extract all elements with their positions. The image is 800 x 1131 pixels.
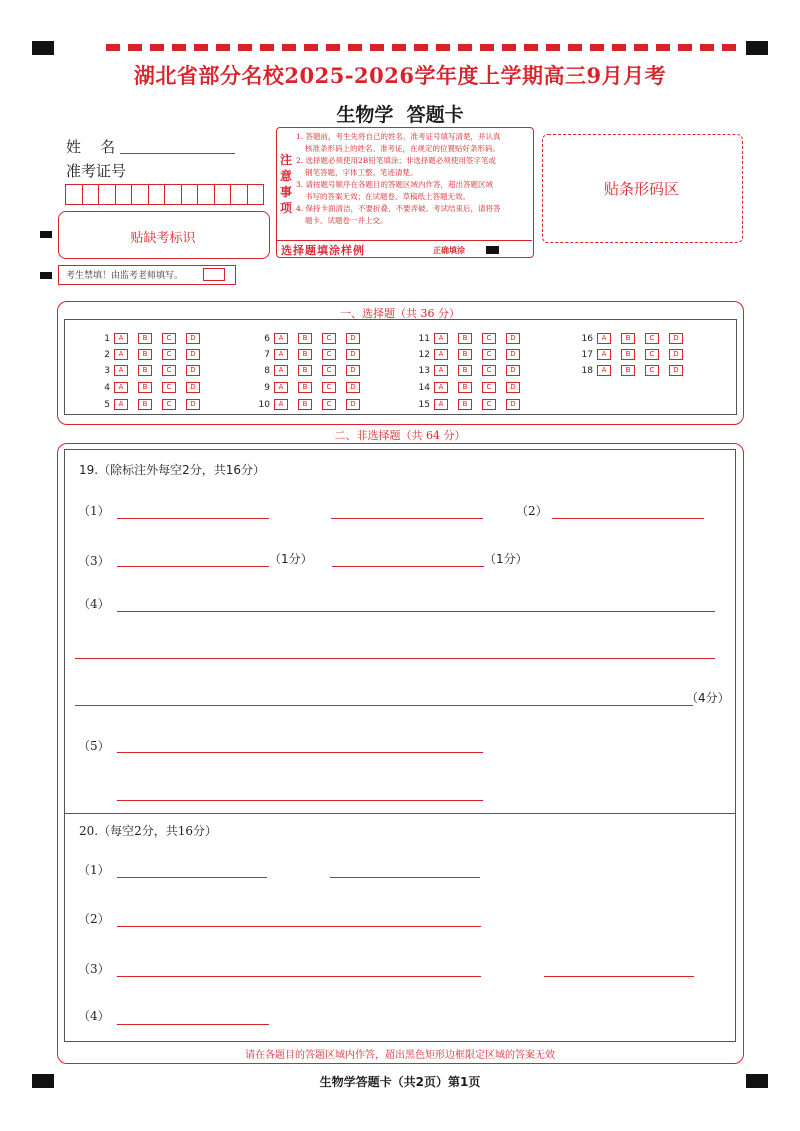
mc-question-row: [92, 377, 210, 393]
exam-id-digit-box[interactable]: [66, 185, 82, 204]
mc-option-bubble[interactable]: C: [645, 349, 659, 360]
mc-option-bubble[interactable]: A: [274, 333, 288, 344]
mc-question-row: [412, 344, 530, 360]
q20-part2-answer[interactable]: [117, 926, 481, 927]
exam-id-digit-box[interactable]: [98, 185, 115, 204]
mc-option-bubble[interactable]: B: [138, 365, 152, 376]
q19-part1-label: （1）: [78, 504, 110, 518]
mc-option-bubble[interactable]: A: [597, 349, 611, 360]
q19-part2-label: （2）: [516, 504, 548, 518]
mc-option-bubble[interactable]: B: [138, 382, 152, 393]
q20-part3-label: （3）: [78, 962, 110, 976]
q20-part2-label: （2）: [78, 912, 110, 926]
mc-option-bubble[interactable]: C: [645, 333, 659, 344]
corner-mark-top-left: [32, 41, 54, 55]
mc-question-row: [575, 360, 693, 376]
proctor-check-box[interactable]: [203, 268, 225, 281]
mc-question-row: [252, 360, 370, 376]
mc-option-bubble[interactable]: C: [482, 349, 496, 360]
mc-question-row: [252, 344, 370, 360]
mc-question-row: [412, 394, 530, 410]
mc-option-bubble[interactable]: D: [506, 399, 520, 410]
mc-option-bubble[interactable]: C: [162, 399, 176, 410]
correct-fill-sample: [486, 246, 499, 254]
mc-option-bubble[interactable]: A: [114, 382, 128, 393]
exam-id-label: 准考证号: [66, 162, 127, 180]
mc-option-bubble[interactable]: D: [186, 382, 200, 393]
mc-option-bubble[interactable]: C: [645, 365, 659, 376]
mc-option-bubble[interactable]: A: [274, 399, 288, 410]
notice-side-title: [279, 152, 293, 216]
notice-side-char: 注: [279, 153, 292, 167]
mc-option-bubble[interactable]: C: [322, 399, 336, 410]
q19-part3-score-a: （1分）: [269, 552, 313, 566]
notice-item: 4. 保持卡面清洁，不要折叠、不要弄破。考试结束后，请将答: [296, 204, 501, 213]
q20-part1-label: （1）: [78, 863, 110, 877]
mc-option-bubble[interactable]: B: [458, 365, 472, 376]
exam-id-digit-box[interactable]: [82, 185, 99, 204]
exam-id-digit-box[interactable]: [131, 185, 148, 204]
q19-part1-answer-b[interactable]: [331, 518, 483, 519]
mc-option-bubble[interactable]: B: [298, 333, 312, 344]
q20-part3-answer-a[interactable]: [117, 976, 481, 977]
exam-id-digit-box[interactable]: [164, 185, 181, 204]
mc-question-number: 5: [104, 399, 110, 410]
mc-option-bubble[interactable]: C: [162, 349, 176, 360]
q19-part5-answer-line2[interactable]: [117, 800, 483, 801]
absent-mark-block: [40, 231, 52, 238]
mc-option-bubble[interactable]: C: [322, 349, 336, 360]
q20-block: [64, 814, 734, 1040]
mc-question-row: [252, 328, 370, 344]
q19-part4-answer-line3[interactable]: [75, 705, 693, 706]
page-footer: 生物学答题卡（共2页）第1页: [319, 1075, 481, 1089]
mc-option-bubble[interactable]: A: [434, 333, 448, 344]
mc-option-bubble[interactable]: A: [434, 349, 448, 360]
sample-label: 选择题填涂样例: [281, 244, 365, 257]
mc-option-bubble[interactable]: B: [138, 399, 152, 410]
mc-question-number: 14: [418, 382, 430, 393]
mc-question-row: [575, 328, 693, 344]
mc-option-bubble[interactable]: A: [114, 399, 128, 410]
q19-part3-answer-a[interactable]: [117, 566, 269, 567]
mc-question-row: [575, 344, 693, 360]
notice-item: 书写的答案无效；在试题卷、草稿纸上答题无效。: [305, 192, 470, 201]
name-input-line[interactable]: [120, 153, 235, 154]
mc-option-bubble[interactable]: C: [162, 333, 176, 344]
mc-question-row: [92, 394, 210, 410]
mc-option-bubble[interactable]: C: [162, 365, 176, 376]
mc-option-bubble[interactable]: D: [669, 333, 683, 344]
mc-option-bubble[interactable]: A: [114, 349, 128, 360]
answer-area-warning: 请在各题目的答题区域内作答，超出黑色矩形边框限定区域的答案无效: [245, 1050, 555, 1061]
mc-option-bubble[interactable]: B: [458, 333, 472, 344]
mc-option-bubble[interactable]: D: [669, 349, 683, 360]
mc-question-number: 4: [104, 382, 110, 393]
notice-divider: [277, 240, 532, 241]
mc-question-number: 1: [104, 333, 110, 344]
mc-question-number: 9: [264, 382, 270, 393]
mc-option-bubble[interactable]: D: [346, 333, 360, 344]
mc-option-bubble[interactable]: A: [597, 333, 611, 344]
mc-question-row: [92, 360, 210, 376]
notice-item: 3. 请按题号顺序在各题目的答题区域内作答，超出答题区域: [296, 180, 494, 189]
mc-question-number: 10: [258, 399, 270, 410]
notice-item: 核准条形码上的姓名、准考证，在规定的位置贴好条形码。: [305, 144, 500, 153]
exam-id-digit-box[interactable]: [247, 185, 264, 204]
mc-option-bubble[interactable]: D: [346, 399, 360, 410]
mc-question-number: 13: [418, 365, 430, 376]
q19-block: [64, 449, 734, 813]
notice-items: [296, 131, 530, 227]
exam-title: 湖北省部分名校2025-2026学年度上学期高三9月月考: [133, 63, 667, 88]
notice-item: 2. 选择题必须使用2B铅笔填涂；非选择题必须使用签字笔或: [296, 156, 496, 165]
mc-question-number: 3: [104, 365, 110, 376]
mc-option-bubble[interactable]: A: [434, 399, 448, 410]
mc-option-bubble[interactable]: A: [597, 365, 611, 376]
q19-part5-label: （5）: [78, 739, 110, 753]
exam-id-digit-box[interactable]: [115, 185, 132, 204]
correct-fill-label: 正确填涂: [433, 246, 465, 255]
section2-title: 二、非选择题（共 64 分）: [334, 429, 466, 442]
q20-part4-answer[interactable]: [117, 1024, 269, 1025]
q19-part3-score-b: （1分）: [484, 552, 528, 566]
mc-question-row: [252, 377, 370, 393]
mc-option-bubble[interactable]: C: [322, 365, 336, 376]
proctor-mark-block: [40, 272, 52, 279]
name-label: 姓 名: [66, 138, 116, 156]
mc-question-number: 12: [418, 349, 430, 360]
exam-id-boxes[interactable]: [65, 184, 264, 205]
top-dashed-bar: [106, 44, 738, 51]
notice-item: 题卡、试题卷一并上交。: [305, 216, 388, 225]
notice-item: 钢笔答题，字体工整、笔迹清楚。: [305, 168, 418, 177]
mc-option-bubble[interactable]: C: [322, 382, 336, 393]
mc-option-bubble[interactable]: B: [138, 333, 152, 344]
mc-option-bubble[interactable]: D: [346, 365, 360, 376]
mc-option-bubble[interactable]: B: [621, 333, 635, 344]
q19-part4-answer-line2[interactable]: [75, 658, 715, 659]
mc-question-row: [412, 328, 530, 344]
mc-question-number: 18: [581, 365, 593, 376]
barcode-label: 贴条形码区: [603, 180, 679, 198]
mc-option-bubble[interactable]: B: [298, 382, 312, 393]
mc-question-number: 7: [264, 349, 270, 360]
q19-part4-label: （4）: [78, 597, 110, 611]
mc-option-bubble[interactable]: B: [458, 399, 472, 410]
q20-title: 20.（每空2分，共16分）: [79, 824, 217, 838]
mc-question-row: [412, 377, 530, 393]
mc-option-bubble[interactable]: B: [458, 382, 472, 393]
mc-option-bubble[interactable]: B: [298, 399, 312, 410]
exam-id-digit-box[interactable]: [214, 185, 231, 204]
mc-question-number: 11: [418, 333, 430, 344]
mc-question-number: 15: [418, 399, 430, 410]
mc-option-bubble[interactable]: C: [322, 333, 336, 344]
mc-question-number: 8: [264, 365, 270, 376]
mc-option-bubble[interactable]: B: [621, 349, 635, 360]
notice-side-char: 项: [279, 201, 292, 215]
mc-question-row: [412, 360, 530, 376]
mc-question-row: [92, 344, 210, 360]
mc-question-row: [92, 328, 210, 344]
mc-question-row: [252, 394, 370, 410]
q20-part4-label: （4）: [78, 1009, 110, 1023]
mc-option-bubble[interactable]: A: [274, 365, 288, 376]
exam-id-digit-box[interactable]: [230, 185, 247, 204]
mc-question-number: 2: [104, 349, 110, 360]
corner-mark-top-right: [746, 41, 768, 55]
q20-part1-answer-b[interactable]: [330, 877, 480, 878]
q20-part3-answer-b[interactable]: [544, 976, 694, 977]
mc-option-bubble[interactable]: C: [482, 399, 496, 410]
exam-id-digit-box[interactable]: [197, 185, 214, 204]
q19-part3-label: （3）: [78, 554, 110, 568]
mc-option-bubble[interactable]: D: [186, 333, 200, 344]
mc-option-bubble[interactable]: D: [506, 333, 520, 344]
mc-option-bubble[interactable]: D: [669, 365, 683, 376]
q19-title: 19.（除标注外每空2分，共16分）: [79, 463, 265, 477]
mc-option-bubble[interactable]: A: [114, 333, 128, 344]
mc-option-bubble[interactable]: A: [434, 382, 448, 393]
mc-option-bubble[interactable]: B: [298, 365, 312, 376]
q19-part5-answer-line1[interactable]: [117, 752, 483, 753]
mc-option-bubble[interactable]: D: [346, 349, 360, 360]
mc-question-number: 6: [264, 333, 270, 344]
mc-option-bubble[interactable]: B: [298, 349, 312, 360]
mc-option-bubble[interactable]: A: [274, 382, 288, 393]
section1-title: 一、选择题（共 36 分）: [340, 307, 460, 320]
mc-option-bubble[interactable]: C: [482, 333, 496, 344]
q20-part1-answer-a[interactable]: [117, 877, 267, 878]
mc-option-bubble[interactable]: A: [114, 365, 128, 376]
q19-part3-answer-b[interactable]: [332, 566, 484, 567]
mc-option-bubble[interactable]: B: [458, 349, 472, 360]
notice-side-char: 意: [279, 169, 292, 183]
absent-sticker-label: 贴缺考标识: [130, 231, 196, 246]
mc-option-bubble[interactable]: C: [162, 382, 176, 393]
mc-question-number: 16: [581, 333, 593, 344]
exam-id-digit-box[interactable]: [181, 185, 198, 204]
mc-option-bubble[interactable]: D: [186, 399, 200, 410]
mc-option-bubble[interactable]: C: [482, 365, 496, 376]
notice-item: 1. 答题前，考生先将自己的姓名、准考证号填写清楚，并认真: [296, 132, 501, 141]
mc-option-bubble[interactable]: A: [274, 349, 288, 360]
proctor-note: 考生禁填！由监考老师填写。: [66, 271, 184, 281]
mc-option-bubble[interactable]: D: [506, 349, 520, 360]
mc-option-bubble[interactable]: D: [506, 365, 520, 376]
q19-part2-answer[interactable]: [552, 518, 704, 519]
q19-part1-answer-a[interactable]: [117, 518, 269, 519]
mc-option-bubble[interactable]: A: [434, 365, 448, 376]
exam-id-digit-box[interactable]: [148, 185, 165, 204]
mc-question-number: 17: [581, 349, 593, 360]
mc-option-bubble[interactable]: C: [482, 382, 496, 393]
q19-part4-answer-line1[interactable]: [117, 611, 715, 612]
card-subtitle: 生物学 答题卡: [336, 104, 464, 126]
mc-option-bubble[interactable]: D: [186, 365, 200, 376]
mc-option-bubble[interactable]: D: [346, 382, 360, 393]
mc-option-bubble[interactable]: B: [621, 365, 635, 376]
q19-part4-score: （4分）: [686, 691, 730, 705]
mc-option-bubble[interactable]: D: [186, 349, 200, 360]
mc-option-bubble[interactable]: D: [506, 382, 520, 393]
notice-side-char: 事: [279, 185, 292, 199]
mc-option-bubble[interactable]: B: [138, 349, 152, 360]
